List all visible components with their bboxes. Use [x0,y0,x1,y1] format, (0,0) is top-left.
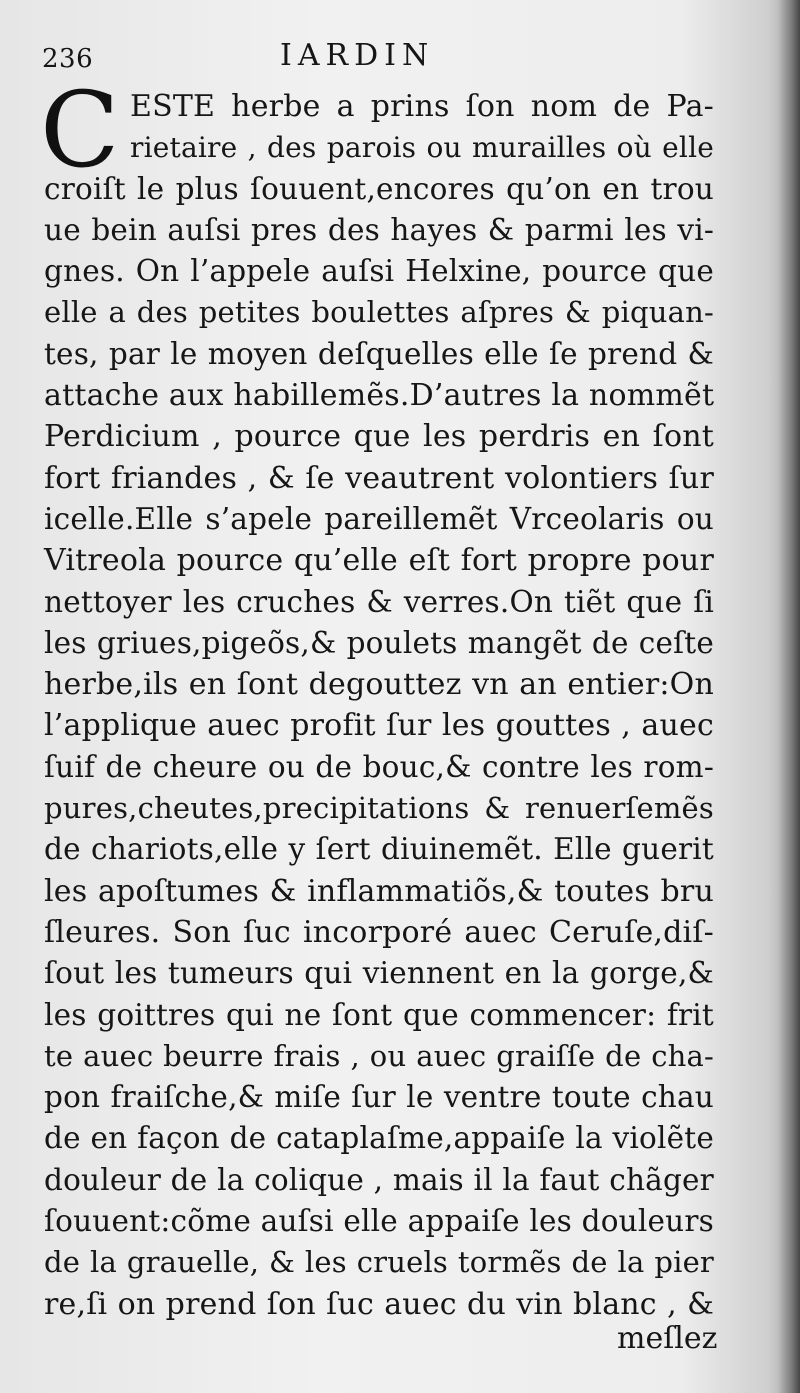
text-line: l’applique auec profit ſur les gouttes , auec [44,708,714,744]
text-line: de en façon de cataplaſme,appaiſe la violẽte [44,1121,714,1156]
text-line: de chariots,elle y ſert diuinemẽt. Elle guerit [44,832,714,867]
catchword: meſlez [617,1321,718,1356]
text-line: Vitreola pource qu’elle eſt fort propre pour [44,543,714,579]
text-line: ESTE herbe a prins ſon nom de Pa- [130,89,714,124]
text-line: Perdicium , pource que les perdris en ſont [44,419,714,455]
text-line: icelle.Elle s’apele pareillemẽt Vrceolaris ou [44,501,714,536]
page-gutter-shadow [778,0,800,1393]
text-line: rietaire , des parois ou murailles où elle [130,131,714,165]
text-line: re,ſi on prend ſon ſuc auec du vin blanc , & [44,1286,714,1322]
page-header [42,38,722,78]
text-line: elle a des petites boulettes aſpres & piquan- [44,295,714,330]
body-text [44,86,714,1325]
text-line: douleur de la colique , mais il la faut chãger [44,1162,714,1197]
drop-cap: C [40,69,120,191]
text-line: ue bein auſsi pres des hayes & parmi les vi- [44,212,714,247]
page-number: 236 [42,44,94,74]
text-line: les goittres qui ne ſont que commencer: frit [44,997,714,1032]
text-line: ſouuent:cõme auſsi elle appaiſe les douleurs [44,1204,714,1239]
text-line: fort friandes , & ſe veautrent volontiers ſur [44,460,714,496]
text-line: ſout les tumeurs qui viennent en la gorge,& [44,956,714,991]
text-line: pures,cheutes,precipitations & renuerſemẽs [44,791,714,826]
text-line: de la grauelle, & les cruels tormẽs de la pier [44,1245,714,1280]
text-line: les griues,pigeõs,& poulets mangẽt de ceſte [44,625,714,660]
text-line: nettoyer les cruches & verres.On tiẽt que ſi [44,584,714,619]
text-line: ſuif de cheure ou de bouc,& contre les rom- [44,749,714,784]
running-head: IARDIN [280,38,435,73]
text-line: pon fraiſche,& miſe ſur le ventre toute chau [44,1080,714,1115]
text-line: tes, par le moyen deſquelles elle ſe prend & [44,336,714,371]
text-line: herbe,ils en ſont degouttez vn an entier:On [44,667,714,703]
text-line: croiſt le plus ſouuent,encores qu’on en trou [44,171,714,206]
text-line: gnes. On l’appele auſsi Helxine, pource que [44,254,714,289]
text-line: les apoſtumes & inflammatiõs,& toutes bru [44,873,714,909]
text-line: te auec beurre frais , ou auec graiſſe de cha- [44,1038,714,1073]
text-line: attache aux habillemẽs.D’autres la nommẽt [44,378,715,414]
text-line: ſleures. Son ſuc incorporé auec Ceruſe,diſ- [44,914,714,950]
